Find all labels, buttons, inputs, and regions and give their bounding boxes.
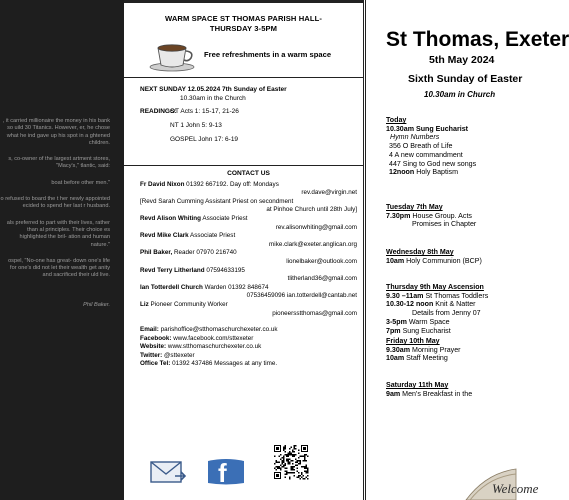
sunday-title: Sixth Sunday of Easter — [408, 73, 523, 85]
coffee-cup-icon — [148, 40, 196, 72]
schedule-item: 10.30-12 noon Knit & Natter — [386, 300, 476, 309]
schedule-item: 3-5pm Warm Space — [386, 317, 450, 326]
schedule-day — [386, 337, 500, 363]
social-icons — [124, 455, 363, 495]
contact-line: Revd Terry Litherland 07594633195 — [140, 266, 245, 274]
contact-line: [Revd Sarah Cumming Assistant Priest on secondment — [140, 197, 294, 205]
schedule-item: 10am Holy Communion (BCP) — [386, 256, 482, 265]
contact-footer — [140, 326, 357, 369]
schedule-item: 447 Sing to God new songs — [389, 159, 477, 168]
schedule-day-heading: Thursday 9th May Ascension — [386, 283, 484, 291]
contact-footer-line: Website: www.stthomaschurchexeter.co.uk — [140, 343, 262, 351]
schedule-day — [386, 283, 500, 335]
schedule-day — [386, 116, 500, 177]
schedule-day-heading: Saturday 11th May — [386, 381, 449, 389]
schedule-item: 9am Men's Breakfast in the — [386, 389, 473, 398]
warm-space-title: WARM SPACE ST THOMAS PARISH HALL- THURSDAY 3-5PM — [165, 14, 322, 33]
reflection-paragraph: o refused to board the t her newly appointed ecided to spend her last r husband. — [0, 196, 110, 210]
contact-line: Revd Mike Clark Associate Priest — [140, 232, 236, 240]
schedule-item: 356 O Breath of Life — [389, 142, 453, 151]
service-panel — [365, 0, 569, 500]
schedule-item: 9.30am Morning Prayer — [386, 345, 461, 354]
reflection-signature: Phil Baker. — [83, 301, 110, 308]
next-sunday-notice — [124, 78, 363, 166]
contact-line: Phil Baker, Reader 07970 216740 — [140, 249, 237, 257]
welcome-text: Welcome — [492, 481, 539, 496]
schedule-item: Promises in Chapter — [412, 220, 477, 229]
next-sunday-heading: NEXT SUNDAY 12.05.2024 7th Sunday of Easter — [140, 86, 287, 93]
contact-line: 07536459096 ian.totterdell@cantab.net — [246, 292, 357, 300]
contact-section — [124, 166, 363, 500]
reading-item: GOSPEL John 17: 6-19 — [170, 136, 239, 143]
welcome-sign-image — [456, 455, 539, 500]
contact-line: pioneersstthomas@gmail.com — [272, 309, 357, 317]
reflection-paragraph: s, co-owner of the largest artment stores, "Macy's," tlantic, said: — [8, 156, 110, 170]
warm-space-notice — [124, 0, 363, 78]
contact-line: rev.alisonwhiting@gmail.com — [275, 223, 357, 231]
schedule-item: 9.30 –11am St Thomas Toddlers — [386, 291, 489, 300]
notices-panel — [124, 0, 364, 500]
facebook-icon[interactable] — [204, 455, 248, 487]
schedule-day — [386, 381, 500, 398]
contact-line: lionelbaker@outlook.com — [286, 257, 357, 265]
schedule-item: 12noon Holy Baptism — [389, 168, 458, 177]
schedule-day — [386, 248, 500, 265]
svg-text:f: f — [218, 458, 227, 488]
schedule-item: Details from Jenny 07 — [412, 309, 481, 318]
contact-line: mike.clark@exeter.anglican.org — [269, 240, 357, 248]
schedule-item: 4 A new commandment — [389, 150, 463, 159]
readings-label: READINGS: — [140, 108, 177, 115]
contact-line: rev.dave@virgin.net — [301, 189, 357, 197]
service-date: 5th May 2024 — [429, 54, 495, 66]
schedule-item: 7.30pm House Group. Acts — [386, 211, 472, 220]
qr-code-icon[interactable] — [272, 443, 310, 481]
contact-list — [140, 181, 357, 319]
reflection-panel — [0, 0, 124, 500]
contact-footer-line: Twitter: @sttexeter — [140, 351, 195, 359]
church-name: St Thomas, Exeter — [386, 28, 569, 51]
contact-line: Revd Alison Whiting Associate Priest — [140, 214, 248, 222]
next-sunday-subheading: 10.30am in the Church — [180, 95, 246, 102]
schedule-item: 10am Staff Meeting — [386, 354, 448, 363]
contact-title: CONTACT US — [227, 170, 270, 177]
schedule-item: 10.30am Sung Eucharist — [386, 124, 469, 133]
reading-item: OT Acts 1: 15-17, 21-26 — [170, 108, 239, 115]
contact-line: tlitherland36@gmail.com — [287, 275, 357, 283]
contact-footer-line: Office Tel: 01392 437486 Messages at any time. — [140, 360, 278, 368]
service-time: 10.30am in Church — [424, 90, 496, 99]
contact-line: Fr David Nixon 01392 667192. Day off: Mondays — [140, 180, 279, 188]
email-icon[interactable] — [150, 459, 186, 485]
schedule-day-heading: Wednesday 8th May — [386, 248, 454, 256]
schedule-item: Hymn Numbers — [390, 133, 440, 142]
reflection-paragraph: , it carried millionaire the money in his bank so uild 30 Titanics. However, er, he chose what he ind gave up his spot in a ghtened children. — [2, 118, 110, 146]
reflection-paragraph: boat before other men." — [51, 179, 110, 186]
contact-line: Ian Totterdell Church Warden 01392 848674 — [140, 283, 269, 291]
readings-list — [170, 107, 239, 149]
contact-line: Liz Pioneer Community Worker — [140, 300, 228, 308]
schedule-day — [386, 203, 500, 229]
contact-footer-line: Email: parishoffice@stthomaschurchexeter.co.uk — [140, 326, 278, 334]
schedule-item: 7pm Sung Eucharist — [386, 326, 451, 335]
reflection-paragraph: als preferred to part with their lives, rather than al principles. Their choice es highlighted the bril- ation and human nature." — [6, 219, 110, 248]
warm-space-text: Free refreshments in a warm space — [204, 50, 332, 59]
reflection-paragraph: ospel, "No-one has great- down one's life for one's did not let their wealth get anity and sacrificed their uld live. — [8, 257, 110, 279]
schedule-day-heading: Friday 10th May — [386, 337, 440, 345]
schedule-day-heading: Tuesday 7th May — [386, 203, 443, 211]
contact-footer-line: Facebook: www.facebook.com/sttexeter — [140, 334, 254, 342]
schedule-day-heading: Today — [386, 116, 407, 124]
contact-line: at Pinhoe Church until 28th July] — [266, 206, 357, 214]
reading-item: NT 1 John 5: 9-13 — [170, 122, 222, 129]
